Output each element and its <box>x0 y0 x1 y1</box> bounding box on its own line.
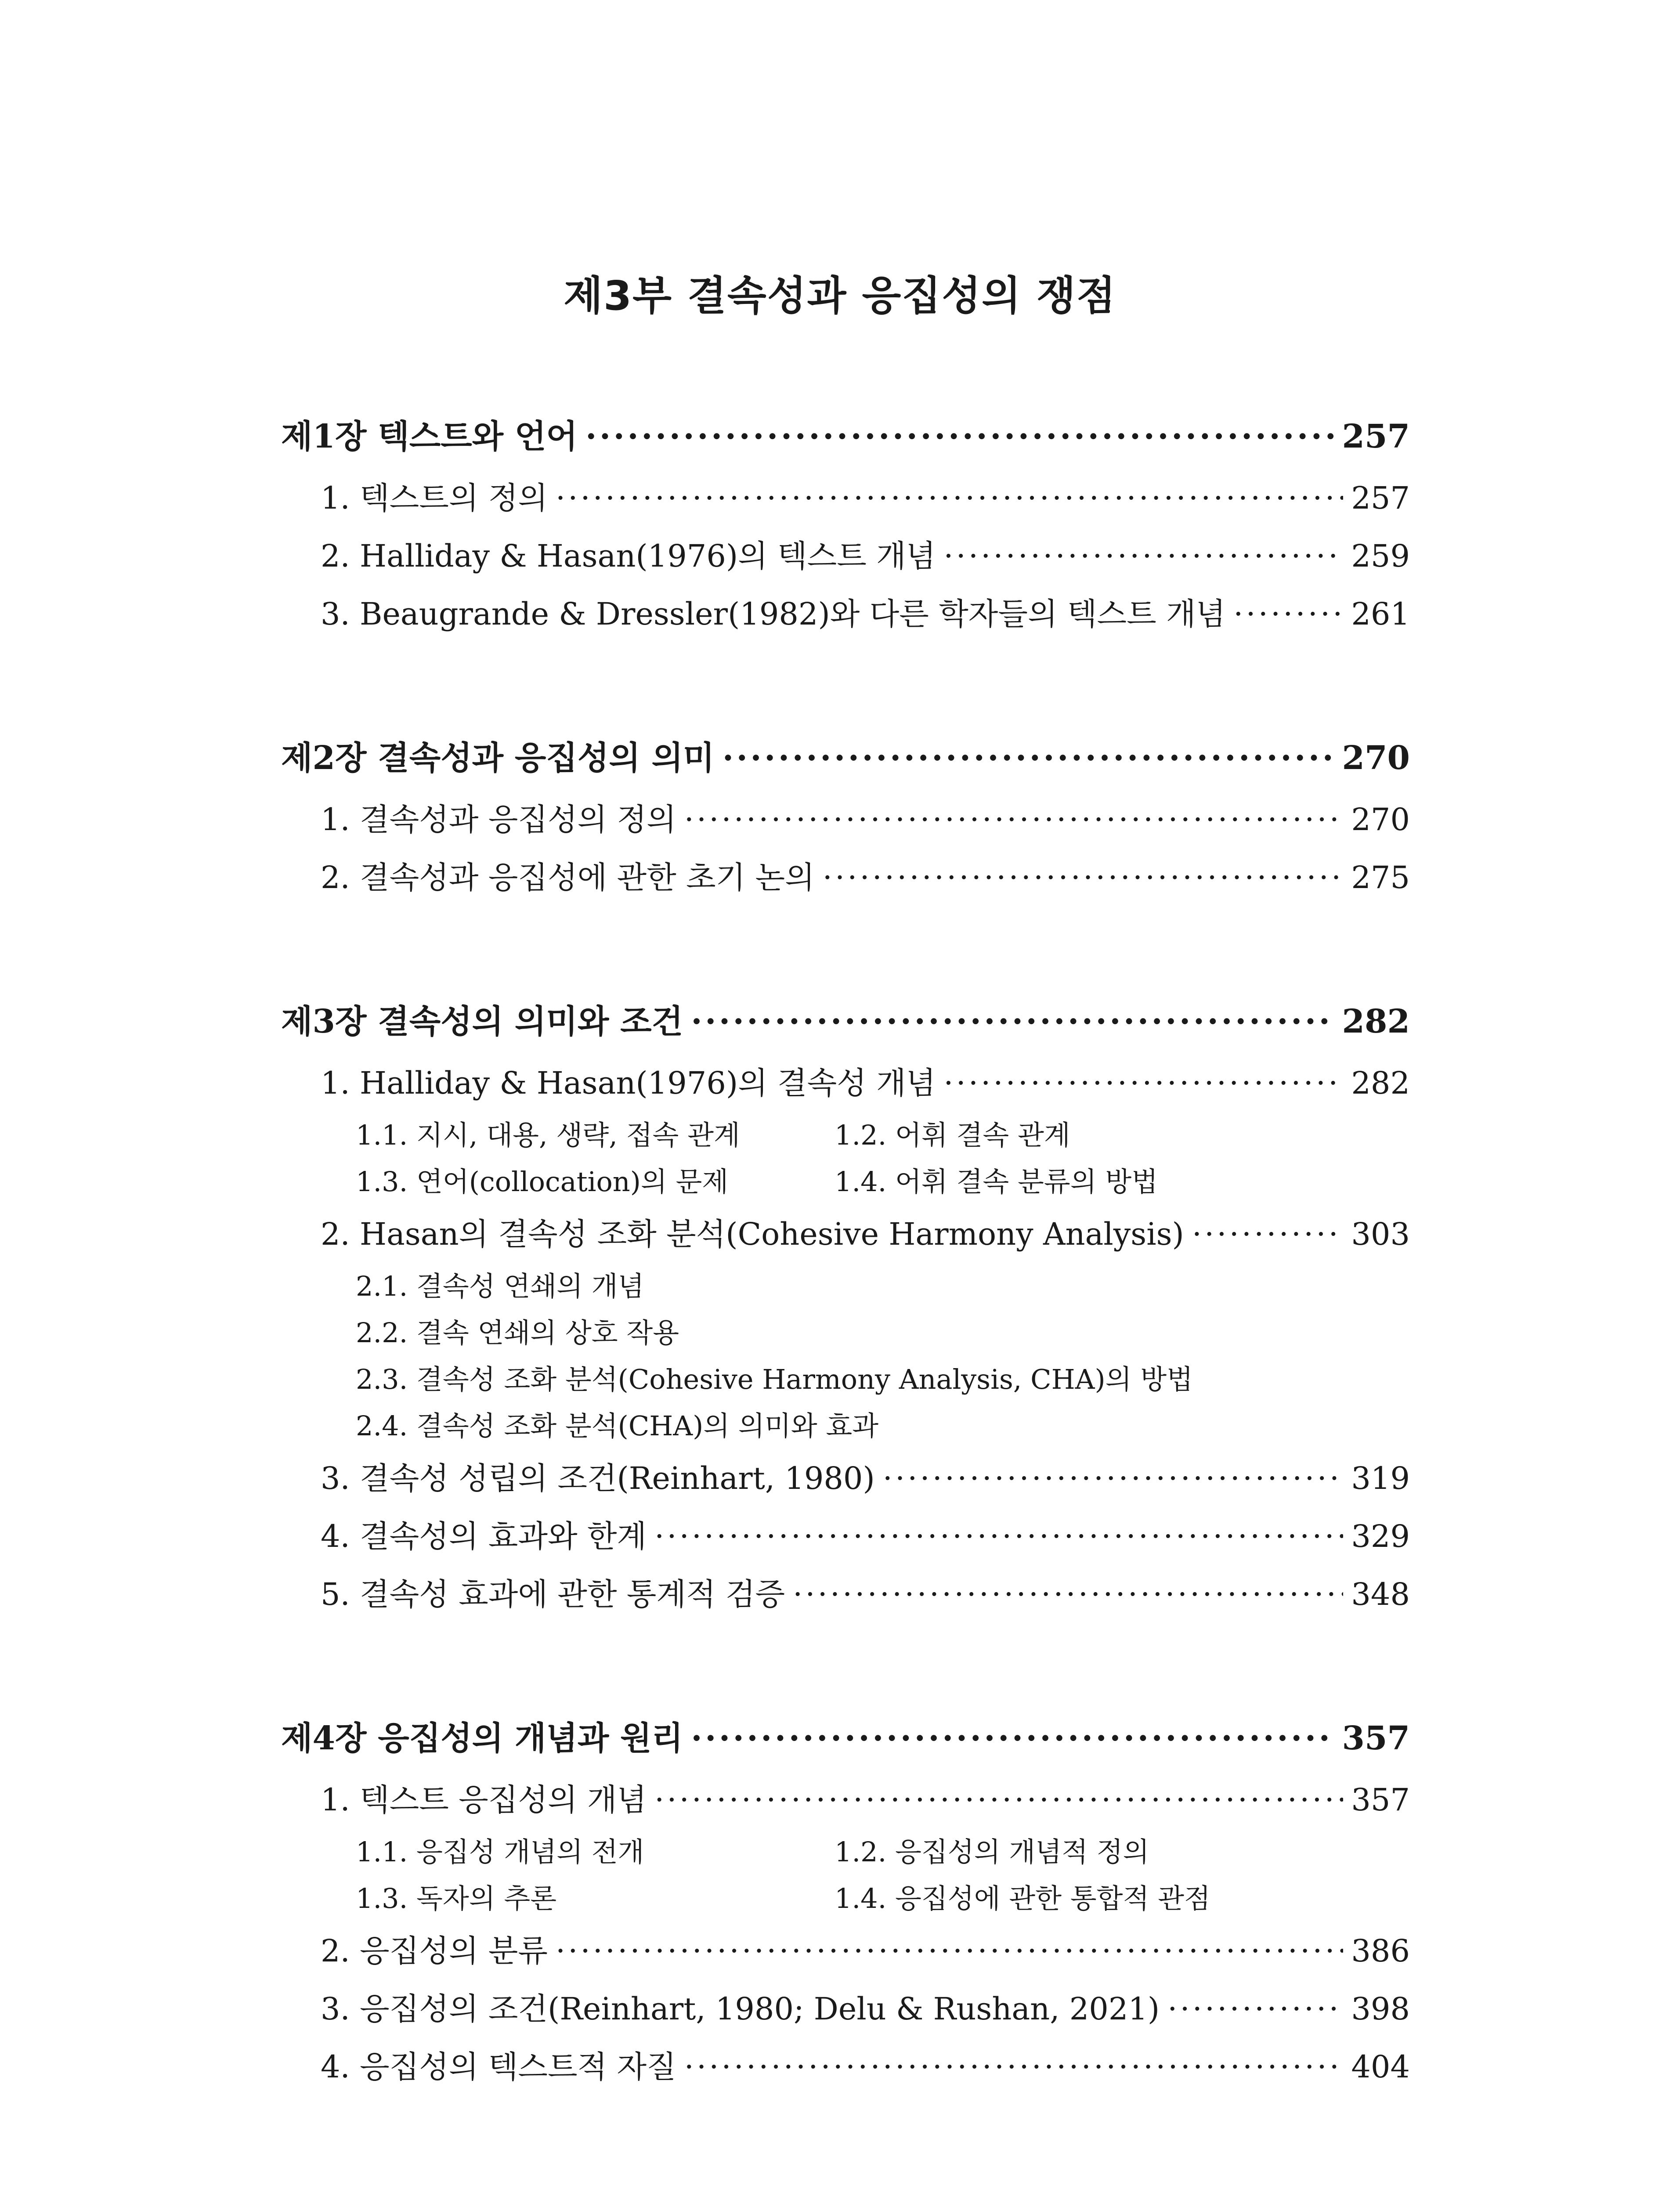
section-entry[interactable] <box>281 469 1410 527</box>
section-title: 2. Halliday & Hasan(1976)의 텍스트 개념 <box>321 538 936 574</box>
dot-leader <box>684 791 1344 849</box>
section-title: 1. 텍스트 응집성의 개념 <box>321 1782 647 1818</box>
chapter-block <box>281 726 1410 907</box>
chapter-title: 제3장 결속성의 의미와 조건 <box>281 1003 683 1040</box>
section-page: 270 <box>1351 802 1410 838</box>
dot-leader <box>654 1771 1343 1829</box>
subsection-row <box>281 1310 1410 1356</box>
dot-leader <box>691 1706 1334 1771</box>
dot-leader <box>691 989 1334 1054</box>
table-of-contents <box>281 404 1410 2178</box>
section-title: 3. 결속성 성립의 조건(Reinhart, 1980) <box>321 1460 875 1496</box>
section-title: 4. 결속성의 효과와 한계 <box>321 1518 647 1554</box>
subsection-entry[interactable]: 1.4. 응집성에 관한 통합적 관점 <box>835 1882 1210 1914</box>
dot-leader <box>883 1449 1344 1507</box>
dot-leader <box>1192 1205 1344 1263</box>
subsection-entry[interactable]: 1.3. 연어(collocation)의 문제 <box>356 1166 729 1198</box>
chapter-page: 270 <box>1342 739 1410 777</box>
subsection-entry[interactable]: 1.2. 응집성의 개념적 정의 <box>835 1836 1149 1868</box>
section-title: 4. 응집성의 텍스트적 자질 <box>321 2049 676 2085</box>
chapter-entry[interactable] <box>281 1706 1410 1771</box>
subsection-row <box>281 1159 1410 1205</box>
subsection-entry[interactable]: 2.2. 결속 연쇄의 상호 작용 <box>356 1317 679 1349</box>
section-title: 2. 결속성과 응집성에 관한 초기 논의 <box>321 860 815 896</box>
section-page: 348 <box>1351 1576 1410 1612</box>
section-entry[interactable] <box>281 1507 1410 1565</box>
section-title: 1. Halliday & Hasan(1976)의 결속성 개념 <box>321 1065 936 1101</box>
dot-leader <box>1167 1980 1343 2038</box>
subsection-entry[interactable]: 2.1. 결속성 연쇄의 개념 <box>356 1270 644 1302</box>
subsection-row <box>281 1403 1410 1449</box>
subsection-entry[interactable]: 1.1. 지시, 대용, 생략, 접속 관계 <box>356 1119 740 1151</box>
section-entry[interactable] <box>281 1565 1410 1623</box>
section-title: 1. 텍스트의 정의 <box>321 480 548 516</box>
subsection-row <box>281 1829 1410 1875</box>
section-page: 275 <box>1351 860 1410 896</box>
section-title: 3. Beaugrande & Dressler(1982)와 다른 학자들의 텍스트 개념 <box>321 596 1226 632</box>
subsection-entry[interactable]: 1.2. 어휘 결속 관계 <box>835 1119 1070 1151</box>
subsection-row <box>281 1356 1410 1403</box>
chapter-block <box>281 404 1410 643</box>
chapter-page: 257 <box>1342 418 1410 455</box>
section-page: 282 <box>1351 1065 1410 1101</box>
dot-leader <box>556 469 1343 527</box>
subsection-row <box>281 1263 1410 1310</box>
dot-leader <box>1233 585 1343 643</box>
subsection-entry[interactable]: 2.4. 결속성 조화 분석(CHA)의 의미와 효과 <box>356 1410 879 1442</box>
section-page: 257 <box>1351 480 1410 516</box>
section-title: 5. 결속성 효과에 관한 통계적 검증 <box>321 1576 785 1612</box>
chapter-page: 282 <box>1342 1003 1410 1040</box>
dot-leader <box>943 1054 1343 1112</box>
section-entry[interactable] <box>281 2038 1410 2096</box>
section-page: 404 <box>1351 2049 1410 2085</box>
section-page: 261 <box>1351 596 1410 632</box>
section-title: 2. Hasan의 결속성 조화 분석(Cohesive Harmony Analysis) <box>321 1216 1184 1252</box>
section-title: 3. 응집성의 조건(Reinhart, 1980; Delu & Rushan, 2021) <box>321 1991 1160 2027</box>
dot-leader <box>556 1922 1343 1980</box>
section-entry[interactable] <box>281 527 1410 585</box>
section-entry[interactable] <box>281 849 1410 907</box>
chapter-block <box>281 989 1410 1623</box>
chapter-entry[interactable] <box>281 726 1410 791</box>
dot-leader <box>943 527 1343 585</box>
section-entry[interactable] <box>281 585 1410 643</box>
dot-leader <box>793 1565 1343 1623</box>
subsection-row <box>281 1112 1410 1159</box>
chapter-block <box>281 1706 1410 2096</box>
section-page: 303 <box>1351 1216 1410 1252</box>
chapter-entry[interactable] <box>281 989 1410 1054</box>
dot-leader <box>654 1507 1343 1565</box>
section-entry[interactable] <box>281 1205 1410 1263</box>
section-entry[interactable] <box>281 1922 1410 1980</box>
section-page: 386 <box>1351 1933 1410 1969</box>
dot-leader <box>823 849 1344 907</box>
section-title: 1. 결속성과 응집성의 정의 <box>321 802 676 838</box>
section-entry[interactable] <box>281 791 1410 849</box>
section-page: 398 <box>1351 1991 1410 2027</box>
chapter-entry[interactable] <box>281 404 1410 469</box>
chapter-title: 제4장 응집성의 개념과 원리 <box>281 1719 683 1757</box>
subsection-entry[interactable]: 2.3. 결속성 조화 분석(Cohesive Harmony Analysis, CHA)의 방법 <box>356 1363 1193 1395</box>
section-entry[interactable] <box>281 1054 1410 1112</box>
chapter-page: 357 <box>1342 1719 1410 1757</box>
section-entry[interactable] <box>281 1980 1410 2038</box>
dot-leader <box>723 726 1334 791</box>
section-page: 319 <box>1351 1460 1410 1496</box>
subsection-entry[interactable]: 1.1. 응집성 개념의 전개 <box>356 1836 644 1868</box>
section-page: 259 <box>1351 538 1410 574</box>
dot-leader <box>684 2038 1344 2096</box>
section-page: 357 <box>1351 1782 1410 1818</box>
section-entry[interactable] <box>281 1449 1410 1507</box>
section-entry[interactable] <box>281 1771 1410 1829</box>
part-title: 제3부 결속성과 응집성의 쟁점 <box>564 272 1116 319</box>
dot-leader <box>585 404 1334 469</box>
section-page: 329 <box>1351 1518 1410 1554</box>
subsection-entry[interactable]: 1.4. 어휘 결속 분류의 방법 <box>835 1166 1158 1198</box>
chapter-title: 제1장 텍스트와 언어 <box>281 418 578 455</box>
chapter-title: 제2장 결속성과 응집성의 의미 <box>281 739 715 777</box>
subsection-row <box>281 1875 1410 1922</box>
section-title: 2. 응집성의 분류 <box>321 1933 548 1969</box>
subsection-entry[interactable]: 1.3. 독자의 추론 <box>356 1882 557 1914</box>
